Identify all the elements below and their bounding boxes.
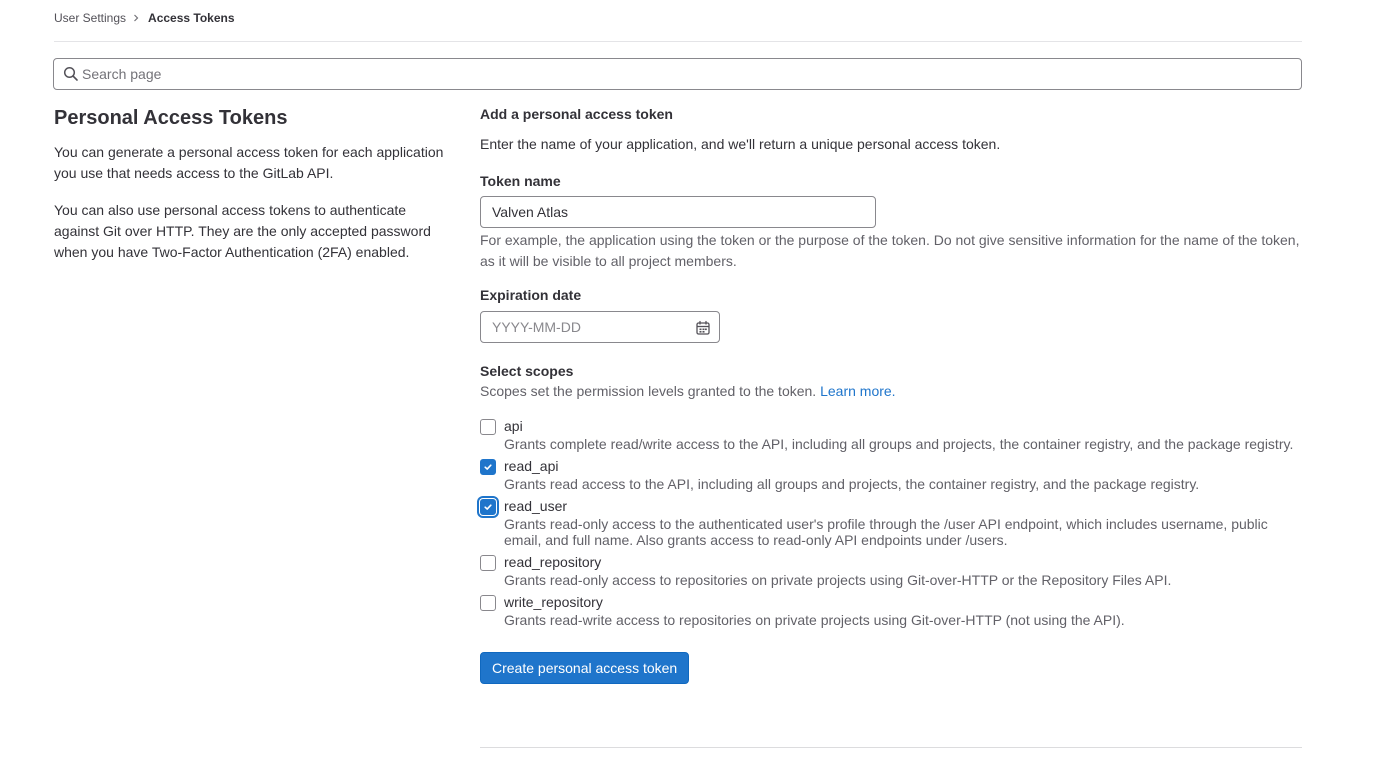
scope-list: [480, 416, 1302, 628]
search-box: [53, 58, 1302, 90]
intro-paragraph-2: You can also use personal access tokens to authenticate against Git over HTTP. They are the only accepted password when you have Two-Factor Authentication (2FA) enabled.: [54, 202, 431, 260]
scope-name[interactable]: write_repository: [504, 594, 603, 610]
breadcrumb: [54, 10, 235, 26]
token-name-help: For example, the application using the token or the purpose of the token. Do not give sensitive information for the name of the token, as it will be visible to all project members.: [480, 232, 1300, 269]
expiration-date-input[interactable]: [481, 313, 703, 341]
scope-api-checkbox[interactable]: [480, 419, 496, 435]
token-name-label: Token name: [480, 173, 561, 189]
expiration-date-label: Expiration date: [480, 287, 582, 303]
scope-api: [480, 416, 1302, 452]
scope-read-user: [480, 496, 1302, 548]
scopes-description-text: Scopes set the permission levels granted to the token.: [480, 383, 817, 399]
form-divider: [480, 747, 1302, 748]
scope-description: Grants complete read/write access to the API, including all groups and projects, the container registry, and the package registry.: [504, 436, 1294, 452]
scope-read-api: [480, 456, 1302, 492]
header-divider: [54, 41, 1302, 42]
form-title: Add a personal access token: [480, 106, 673, 122]
scope-read-user-checkbox[interactable]: [480, 499, 496, 515]
scope-name[interactable]: read_api: [504, 458, 559, 474]
scope-name[interactable]: read_user: [504, 498, 568, 514]
token-form: [480, 104, 1302, 684]
scope-description: Grants read access to the API, including all groups and projects, the container registry, and the package registry.: [504, 476, 1200, 492]
scope-description: Grants read-write access to repositories on private projects using Git-over-HTTP (not using the API).: [504, 612, 1125, 628]
search-input[interactable]: [82, 60, 1301, 88]
intro-paragraph-1: You can generate a personal access token for each application you use that needs access to the GitLab API.: [54, 144, 444, 181]
scope-name[interactable]: read_repository: [504, 554, 602, 570]
page-title: Personal Access Tokens: [54, 107, 288, 129]
settings-intro: [54, 104, 446, 263]
breadcrumb-user-settings[interactable]: User Settings: [54, 11, 127, 25]
scope-read-repository: [480, 552, 1302, 588]
calendar-icon[interactable]: [695, 320, 711, 336]
create-token-button[interactable]: Create personal access token: [480, 652, 689, 684]
scope-name[interactable]: api: [504, 418, 523, 434]
scopes-description: [480, 381, 1302, 402]
scope-description: Grants read-only access to the authenticated user's profile through the /user API endpoint, which includes username, public email, and full name. Also grants access to read-only API endpoints under /users.: [504, 516, 1268, 548]
scope-description: Grants read-only access to repositories on private projects using Git-over-HTTP or the Repository Files API.: [504, 572, 1172, 588]
breadcrumb-access-tokens[interactable]: Access Tokens: [148, 11, 235, 25]
select-scopes-label: Select scopes: [480, 363, 574, 379]
token-name-input[interactable]: [481, 198, 875, 226]
search-icon: [63, 66, 79, 82]
scope-write-repository-checkbox[interactable]: [480, 595, 496, 611]
scope-write-repository: [480, 592, 1302, 628]
form-description: Enter the name of your application, and we'll return a unique personal access token.: [480, 136, 1001, 152]
check-icon: [482, 461, 494, 473]
learn-more-link[interactable]: Learn more.: [820, 383, 896, 399]
scope-read-repository-checkbox[interactable]: [480, 555, 496, 571]
check-icon: [482, 501, 494, 513]
token-name-field-wrapper: [480, 196, 876, 228]
chevron-right-icon: [132, 14, 140, 22]
scope-read-api-checkbox[interactable]: [480, 459, 496, 475]
expiration-date-field-wrapper: [480, 311, 720, 343]
